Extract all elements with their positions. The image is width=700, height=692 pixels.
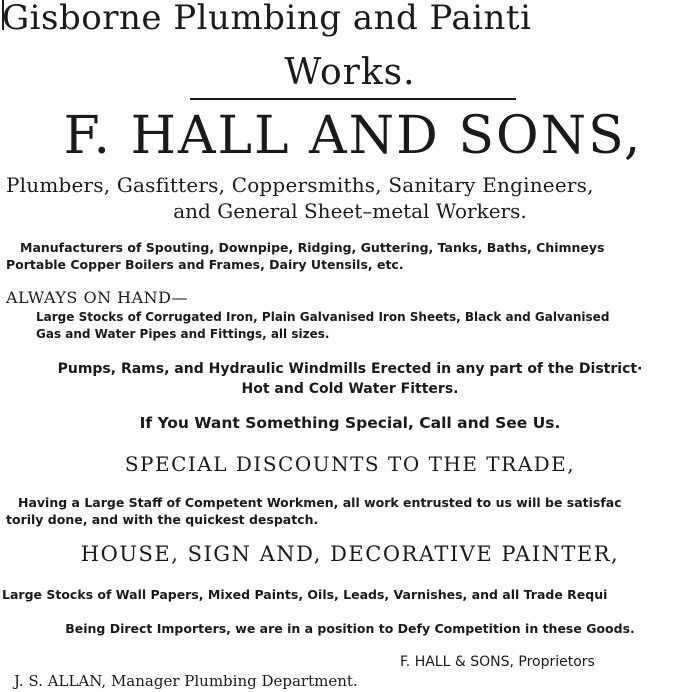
painter-stocks-line: Large Stocks of Wall Papers, Mixed Paints, Oils, Leads, Varnishes, and all Trade Requi: [2, 587, 608, 602]
firm-trades-line2: and General Sheet–metal Workers.: [173, 199, 527, 223]
firm-name: F. HALL AND SONS,: [63, 106, 643, 166]
always-on-hand-line1: Large Stocks of Corrugated Iron, Plain Galvanised Iron Sheets, Black and Galvanised: [36, 310, 610, 324]
header-title-line2: Works.: [284, 52, 416, 93]
importers-line: Being Direct Importers, we are in a position to Defy Competition in these Goods.: [65, 621, 635, 636]
discounts-line1: Having a Large Staff of Competent Workmen, all work entrusted to us will be satisfac: [18, 495, 622, 510]
always-on-hand-line2: Gas and Water Pipes and Fittings, all sizes.: [36, 327, 330, 341]
special-discounts-heading: SPECIAL DISCOUNTS TO THE TRADE,: [124, 452, 576, 476]
firm-trades-line1: Plumbers, Gasfitters, Coppersmiths, Sanitary Engineers,: [6, 173, 594, 197]
pumps-line1: Pumps, Rams, and Hydraulic Windmills Erected in any part of the District·: [57, 361, 643, 377]
manufacturers-line2: Portable Copper Boilers and Frames, Dairy Utensils, etc.: [6, 257, 404, 272]
painter-heading: HOUSE, SIGN AND, DECORATIVE PAINTER,: [80, 542, 620, 566]
header-divider: [190, 98, 516, 100]
discounts-line2: torily done, and with the quickest despatch.: [6, 512, 319, 527]
manager-line: J. S. ALLAN, Manager Plumbing Department.: [14, 672, 358, 690]
header-title-line1: Gisborne Plumbing and Painti: [2, 0, 532, 38]
manufacturers-line1: Manufacturers of Spouting, Downpipe, Ridging, Guttering, Tanks, Baths, Chimneys: [20, 240, 605, 255]
special-call-line: If You Want Something Special, Call and See Us.: [139, 414, 561, 432]
always-on-hand-heading: ALWAYS ON HAND—: [6, 288, 188, 307]
pumps-line2: Hot and Cold Water Fitters.: [241, 381, 459, 397]
proprietors-line: F. HALL & SONS, Proprietors: [400, 654, 595, 670]
